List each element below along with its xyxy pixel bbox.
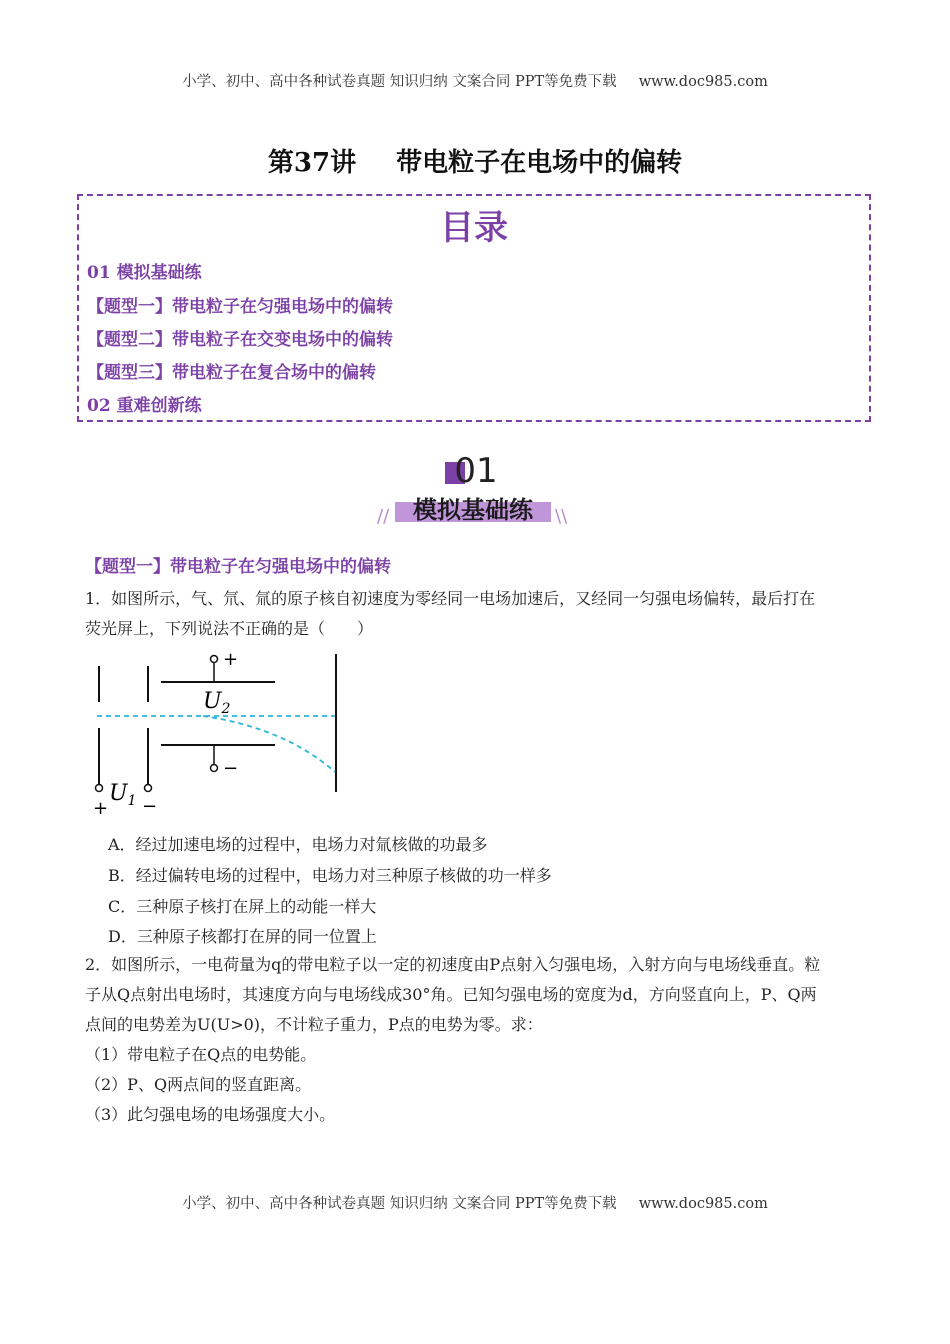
footer-text: 小学、初中、高中各种试卷真题 知识归纳 文案合同 PPT等免费下载 (182, 1196, 617, 1212)
header-text: 小学、初中、高中各种试卷真题 知识归纳 文案合同 PPT等免费下载 (182, 74, 617, 90)
page-title (0, 142, 950, 179)
q2-line: 点间的电势差为U(U>0)，不计粒子重力，P点的电势为零。求： (85, 1015, 543, 1034)
badge-number: 01 (454, 451, 498, 491)
q1-stem-line: 荧光屏上，下列说法不正确的是（ ） (85, 619, 374, 638)
q1-stem-line: 1．如图所示，气、氘、氚的原子核自初速度为零经同一电场加速后，又经同一匀强电场偏转，最后打在 (85, 589, 816, 608)
footer-site: www.doc985.com (638, 1196, 768, 1212)
q2-line: 2．如图所示，一电荷量为q的带电粒子以一定的初速度由P点射入匀强电场，入射方向与电场线垂直。粒 (85, 955, 821, 974)
q1-option-b[interactable]: B．经过偏转电场的过程中，电场力对三种原子核做的功一样多 (108, 866, 552, 885)
toc-item[interactable]: 【题型二】带电粒子在交变电场中的偏转 (87, 330, 393, 350)
badge-label: 模拟基础练 (413, 496, 533, 524)
q1-option-d[interactable]: D．三种原子核都打在屏的同一位置上 (108, 927, 377, 946)
q1-option-a[interactable]: A．经过加速电场的过程中，电场力对氚核做的功最多 (108, 835, 488, 854)
section-badge (373, 450, 573, 530)
table-of-contents (77, 194, 871, 422)
page-footer (0, 1192, 950, 1213)
u1-label: $U_1$ (109, 781, 137, 809)
q2-stem (85, 950, 875, 1130)
terminal-u1-plus (96, 785, 103, 792)
type1-heading: 【题型一】带电粒子在匀强电场中的偏转 (85, 557, 391, 577)
q1-option-c[interactable]: C．三种原子核打在屏上的动能一样大 (108, 897, 377, 916)
q1-diagram (85, 648, 355, 818)
badge-slash-right: \\ (555, 506, 568, 527)
toc-item[interactable]: 【题型一】带电粒子在匀强电场中的偏转 (87, 297, 393, 317)
u2-minus-sign: − (223, 758, 239, 779)
terminal-u2-plus (211, 656, 218, 663)
toc-item[interactable]: 02 重难创新练 (87, 396, 202, 416)
q1-stem (85, 584, 875, 644)
u2-plus-sign: + (223, 649, 239, 670)
title-topic: 带电粒子在电场中的偏转 (396, 148, 683, 178)
toc-heading: 目录 (440, 208, 508, 248)
q2-line: 子从Q点射出电场时，其速度方向与电场线成30°角。已知匀强电场的宽度为d，方向竖直向上，P、Q两 (85, 985, 817, 1004)
toc-item[interactable]: 01 模拟基础练 (87, 263, 202, 283)
page-header (0, 70, 950, 91)
badge-slash-left: // (377, 506, 390, 527)
u1-plus-sign: + (93, 798, 109, 818)
u1-minus-sign: − (142, 796, 158, 817)
header-site: www.doc985.com (638, 74, 768, 90)
q2-sub: （2）P、Q两点间的竖直距离。 (85, 1075, 312, 1094)
q2-sub: （1）带电粒子在Q点的电势能。 (85, 1045, 317, 1064)
terminal-u2-minus (211, 765, 218, 772)
q2-sub: （3）此匀强电场的电场强度大小。 (85, 1105, 336, 1124)
title-lecture: 第37讲 (267, 148, 357, 178)
toc-item[interactable]: 【题型三】带电粒子在复合场中的偏转 (87, 363, 376, 383)
u2-label: $U_2$ (203, 689, 231, 717)
terminal-u1-minus (145, 785, 152, 792)
